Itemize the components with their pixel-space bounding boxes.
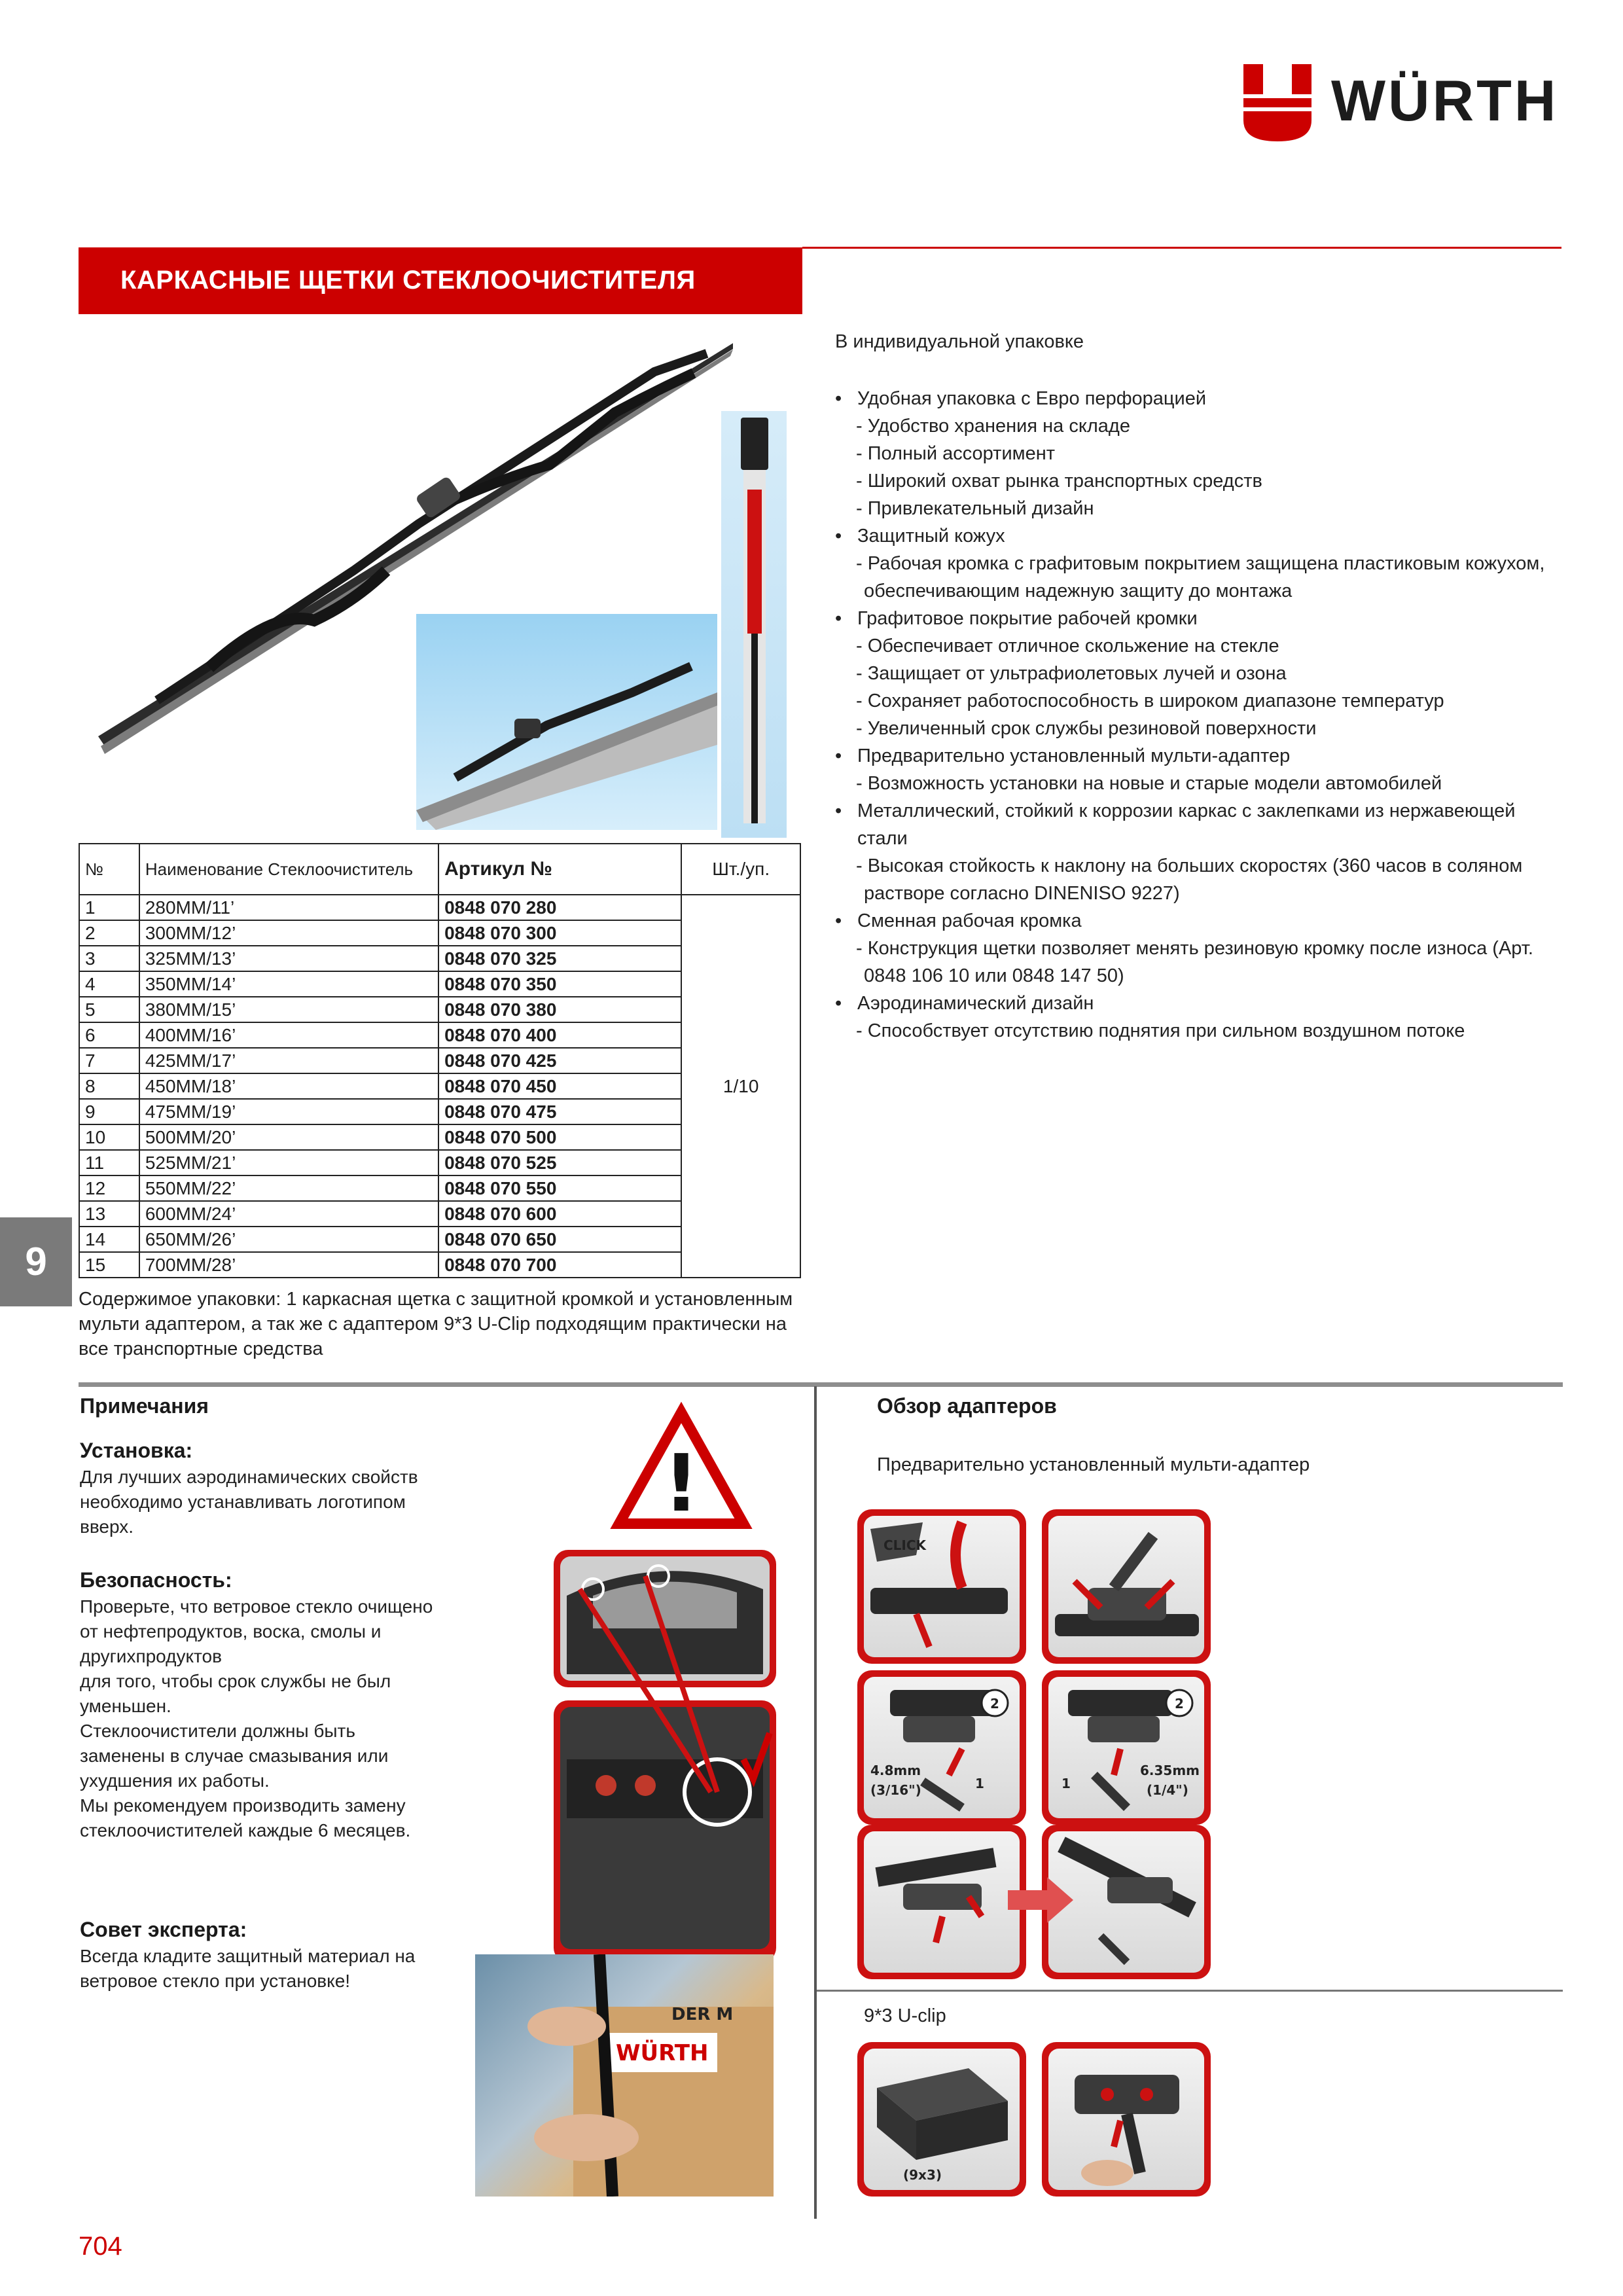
- safety-line: стеклоочистителей каждые 6 месяцев.: [80, 1820, 411, 1840]
- adapter-step-48mm: [857, 1670, 1026, 1825]
- feature-detail: - Возможность установки на новые и старые модели автомобилей: [856, 773, 1442, 794]
- wiper-closeup-photo: [416, 614, 717, 830]
- row-size: 600MM/24’: [139, 1201, 438, 1227]
- row-number: 4: [79, 971, 139, 997]
- feature-list: [835, 385, 1561, 1045]
- notes-heading: Примечания: [80, 1394, 209, 1418]
- uclip-label: 9*3 U-clip: [864, 2005, 946, 2026]
- row-size: 525MM/21’: [139, 1150, 438, 1175]
- row-number: 8: [79, 1073, 139, 1099]
- adapter-step-click: [857, 1509, 1026, 1664]
- feature-title-row: [835, 742, 1561, 770]
- row-number: 12: [79, 1175, 139, 1201]
- safety-line: другихпродуктов: [80, 1646, 222, 1666]
- feature-item: [835, 385, 1561, 522]
- adapter-step-lever: [1042, 1509, 1211, 1664]
- column-divider: [814, 1386, 817, 2219]
- safety-line: Проверьте, что ветровое стекло очищено: [80, 1596, 433, 1617]
- row-article: 0848 070 350: [438, 971, 681, 997]
- feature-title-row: [835, 907, 1561, 935]
- row-article: 0848 070 380: [438, 997, 681, 1022]
- row-number: 9: [79, 1099, 139, 1124]
- row-size: 325MM/13’: [139, 946, 438, 971]
- feature-title-row: [835, 605, 1561, 632]
- uclip-divider: [817, 1990, 1563, 1992]
- feature-detail: - Привлекательный дизайн: [856, 498, 1094, 519]
- safety-line: Мы рекомендуем производить замену: [80, 1795, 406, 1816]
- feature-item: [835, 907, 1561, 990]
- row-article: 0848 070 280: [438, 895, 681, 920]
- feature-title: Сменная рабочая кромка: [857, 910, 1082, 931]
- pack-quantity: 1/10: [681, 895, 800, 1278]
- size-48mm-label: 4.8mm: [870, 1763, 921, 1778]
- bullet-icon: •: [835, 910, 842, 931]
- uclip-adapter-image: [857, 2042, 1026, 2197]
- safety-text: [80, 1594, 473, 1843]
- feature-detail: - Полный ассортимент: [856, 443, 1056, 464]
- feature-detail: - Способствует отсутствию поднятия при сильном воздушном потоке: [856, 1020, 1465, 1041]
- feature-title: Предварительно установленный мульти-адаптер: [857, 745, 1291, 766]
- row-number: 11: [79, 1150, 139, 1175]
- step-1-label: 1: [975, 1776, 984, 1791]
- bullet-icon: •: [835, 608, 842, 629]
- feature-title: Аэродинамический дизайн: [857, 993, 1094, 1014]
- installation-warning-illustration: [554, 1393, 776, 1957]
- step-2-label: 2: [990, 1696, 999, 1712]
- safety-line: от нефтепродуктов, воска, смолы и: [80, 1621, 382, 1641]
- expert-tip-text: Всегда кладите защитный материал на ветровое стекло при установке!: [80, 1946, 416, 1991]
- bullet-icon: •: [835, 800, 842, 821]
- safety-line: заменены в случае смазывания или: [80, 1746, 389, 1766]
- expert-tip-heading: Совет эксперта:: [80, 1918, 247, 1941]
- box-brand-text: WÜRTH: [616, 2040, 709, 2066]
- step-1-label: 1: [1061, 1776, 1071, 1791]
- feature-detail: - Конструкция щетки позволяет менять резиновую кромку после износа (Арт. 0848 106 10 или 0848 147 50): [856, 938, 1533, 986]
- row-size: 380MM/15’: [139, 997, 438, 1022]
- row-size: 300MM/12’: [139, 920, 438, 946]
- header-pack: Шт./уп.: [681, 844, 800, 895]
- feature-title: Металлический, стойкий к коррозии каркас с заклепками из нержавеющей стали: [857, 800, 1516, 849]
- row-size: 700MM/28’: [139, 1252, 438, 1278]
- step-2-label: 2: [1175, 1696, 1184, 1712]
- row-article: 0848 070 475: [438, 1099, 681, 1124]
- header-name: Наименование Стеклоочиститель: [139, 844, 438, 895]
- row-number: 3: [79, 946, 139, 971]
- row-article: 0848 070 650: [438, 1227, 681, 1252]
- row-article: 0848 070 700: [438, 1252, 681, 1278]
- installation-photo: [475, 1954, 774, 2197]
- row-article: 0848 070 400: [438, 1022, 681, 1048]
- feature-detail: - Высокая стойкость к наклону на больших скоростях (360 часов в соляном растворе согласно DINENISO 9227): [856, 855, 1523, 904]
- row-article: 0848 070 525: [438, 1150, 681, 1175]
- box-text: DER M: [671, 2005, 734, 2024]
- bullet-icon: •: [835, 993, 842, 1014]
- feature-detail: - Увеличенный срок службы резиновой поверхности: [856, 718, 1317, 739]
- feature-detail: - Рабочая кромка с графитовым покрытием защищена пластиковым кожухом, обеспечивающим надежную защиту до монтажа: [856, 553, 1545, 601]
- row-article: 0848 070 550: [438, 1175, 681, 1201]
- table-row: [79, 895, 800, 920]
- page-number: 704: [79, 2232, 122, 2261]
- adapter-step-slide: [857, 1825, 1026, 1979]
- size-635mm-label: 6.35mm: [1140, 1763, 1200, 1778]
- feature-title-row: [835, 385, 1561, 412]
- svg-text:!: !: [663, 1439, 700, 1530]
- row-size: 350MM/14’: [139, 971, 438, 997]
- packaged-wiper-photo: [721, 411, 787, 838]
- safety-line: для того, чтобы срок службы не был: [80, 1671, 391, 1691]
- click-text: CLICK: [883, 1537, 927, 1553]
- feature-item: [835, 605, 1561, 742]
- row-number: 15: [79, 1252, 139, 1278]
- arrow-right-icon: [1008, 1877, 1073, 1923]
- size-316in-label: (3/16"): [870, 1782, 921, 1798]
- package-contents-note: Содержимое упаковки: 1 каркасная щетка с защитной кромкой и установленным мульти адаптером, а так же с адаптером 9*3 U-Clip подходящим практически на все транспортные средства: [79, 1289, 793, 1359]
- feature-item: [835, 522, 1561, 605]
- feature-item: [835, 797, 1561, 907]
- intro-text: В индивидуальной упаковке: [835, 331, 1084, 352]
- row-article: 0848 070 300: [438, 920, 681, 946]
- bullet-icon: •: [835, 526, 842, 547]
- safety-line: Стеклоочистители должны быть: [80, 1721, 355, 1741]
- row-article: 0848 070 325: [438, 946, 681, 971]
- feature-title: Удобная упаковка с Евро перфорацией: [857, 388, 1207, 409]
- feature-detail: - Защищает от ультрафиолетовых лучей и озона: [856, 663, 1287, 684]
- header-no: №: [79, 844, 139, 895]
- safety-line: уменьшен.: [80, 1696, 171, 1716]
- row-article: 0848 070 425: [438, 1048, 681, 1073]
- row-article: 0848 070 500: [438, 1124, 681, 1150]
- row-number: 14: [79, 1227, 139, 1252]
- size-14in-label: (1/4"): [1147, 1782, 1188, 1798]
- feature-detail: - Сохраняет работоспособность в широком диапазоне температур: [856, 691, 1444, 711]
- row-number: 2: [79, 920, 139, 946]
- row-size: 450MM/18’: [139, 1073, 438, 1099]
- row-number: 13: [79, 1201, 139, 1227]
- feature-title-row: [835, 522, 1561, 550]
- uclip-mounted-image: [1042, 2042, 1211, 2197]
- section-divider-right: [817, 1382, 1563, 1387]
- table-body: [79, 895, 800, 1278]
- feature-detail: - Удобство хранения на складе: [856, 416, 1130, 437]
- row-article: 0848 070 600: [438, 1201, 681, 1227]
- title-divider: [802, 247, 1561, 249]
- safety-heading: Безопасность:: [80, 1568, 232, 1592]
- row-size: 280MM/11’: [139, 895, 438, 920]
- feature-detail: - Широкий охват рынка транспортных средств: [856, 471, 1262, 492]
- feature-title: Графитовое покрытие рабочей кромки: [857, 608, 1198, 629]
- chapter-tab[interactable]: 9: [0, 1217, 72, 1306]
- safety-line: ухудшения их работы.: [80, 1770, 270, 1791]
- row-size: 425MM/17’: [139, 1048, 438, 1073]
- feature-title: Защитный кожух: [857, 526, 1005, 547]
- row-size: 550MM/22’: [139, 1175, 438, 1201]
- bullet-icon: •: [835, 388, 842, 409]
- brand-name: WÜRTH: [1331, 68, 1559, 133]
- row-number: 1: [79, 895, 139, 920]
- row-number: 6: [79, 1022, 139, 1048]
- feature-item: [835, 990, 1561, 1045]
- bullet-icon: •: [835, 745, 842, 766]
- row-number: 10: [79, 1124, 139, 1150]
- installation-text: Для лучших аэродинамических свойств необходимо устанавливать логотипом вверх.: [80, 1467, 418, 1537]
- feature-detail: - Обеспечивает отличное скольжение на стекле: [856, 636, 1279, 656]
- feature-title-row: [835, 990, 1561, 1017]
- row-size: 400MM/16’: [139, 1022, 438, 1048]
- row-article: 0848 070 450: [438, 1073, 681, 1099]
- installation-heading: Установка:: [80, 1439, 193, 1462]
- page-title: КАРКАСНЫЕ ЩЕТКИ СТЕКЛООЧИСТИТЕЛЯ: [120, 266, 696, 295]
- adapters-subtitle: Предварительно установленный мульти-адаптер: [877, 1454, 1310, 1475]
- adapter-step-635mm: [1042, 1670, 1211, 1825]
- feature-title-row: [835, 797, 1561, 852]
- feature-item: [835, 742, 1561, 797]
- wurth-logo-icon: [1243, 64, 1311, 141]
- table-header-row: [79, 844, 800, 895]
- spec-table: [79, 843, 801, 1278]
- adapters-heading: Обзор адаптеров: [877, 1394, 1057, 1418]
- header-article: Артикул №: [438, 844, 681, 895]
- row-size: 500MM/20’: [139, 1124, 438, 1150]
- section-divider-left: [79, 1382, 817, 1387]
- row-number: 7: [79, 1048, 139, 1073]
- uclip-tag-label: (9x3): [903, 2167, 942, 2183]
- row-size: 650MM/26’: [139, 1227, 438, 1252]
- row-size: 475MM/19’: [139, 1099, 438, 1124]
- row-number: 5: [79, 997, 139, 1022]
